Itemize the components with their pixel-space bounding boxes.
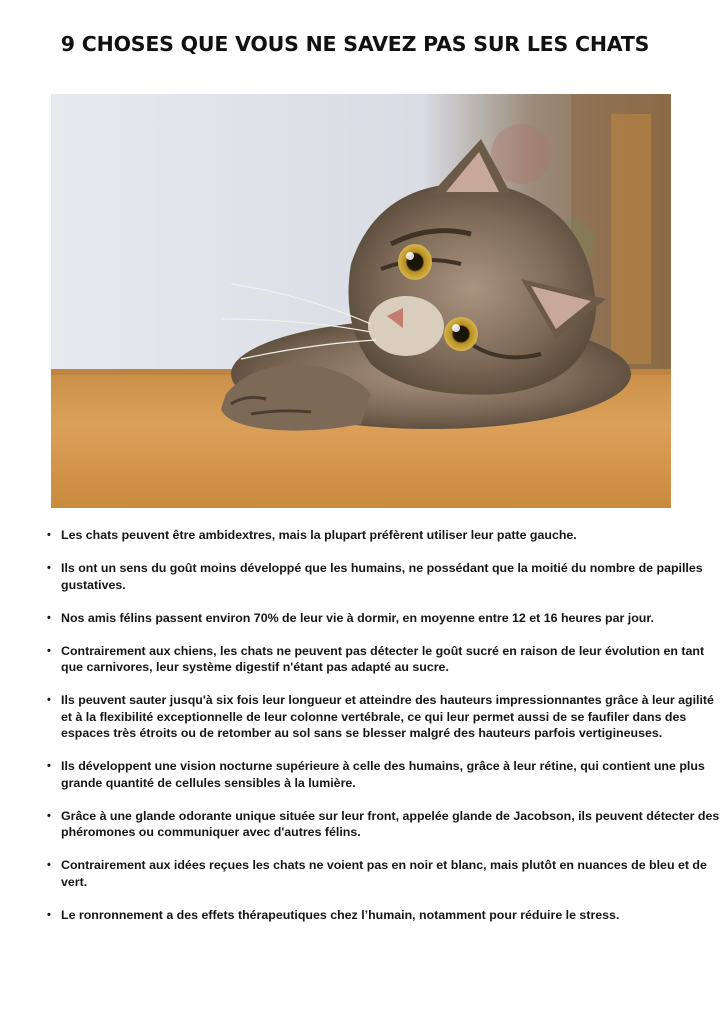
bullet-icon: • [47, 908, 51, 921]
list-item [44, 808, 720, 841]
page-title: 9 CHOSES QUE VOUS NE SAVEZ PAS SUR LES CHATS [60, 32, 650, 56]
bullet-icon: • [47, 859, 51, 871]
fact-text: Nos amis félins passent environ 70% de leur vie à dormir, en moyenne entre 12 et 16 heures par jour. [61, 610, 654, 625]
bullet-icon: • [47, 694, 51, 706]
list-item [44, 692, 720, 742]
bullet-icon: • [47, 611, 51, 624]
fact-text: Contrairement aux chiens, les chats ne peuvent pas détecter le goût sucré en raison de leur évolution en tant que carnivores, leur système digestif n'étant pas adapté au sucre. [61, 643, 705, 674]
list-item [44, 907, 720, 924]
bullet-icon: • [47, 809, 51, 822]
list-item [44, 643, 720, 676]
fact-text: Grâce à une glande odorante unique située sur leur front, appelée glande de Jacobson, ils peuvent détecter des phéromones ou communiquer avec d'autres félins. [61, 808, 720, 839]
fact-text: Ils peuvent sauter jusqu'à six fois leur longueur et atteindre des hauteurs impressionnantes grâce à leur agilité et à la flexibilité exceptionnelle de leur colonne vertébrale, ce qui leur permet aussi de se faufiler dans des espaces très étroits ou de retomber au sol sans se blesser malgré des hauteurs parfois vertigineuses. [61, 693, 714, 740]
fact-text: Le ronronnement a des effets thérapeutiques chez l’humain, notamment pour réduire le stress. [61, 907, 620, 922]
list-item [44, 857, 720, 890]
bullet-icon: • [47, 562, 51, 574]
list-item [44, 527, 720, 544]
cat-photo [51, 94, 671, 508]
fact-text: Ils développent une vision nocturne supérieure à celle des humains, grâce à leur rétine, qui contient une plus grande quantité de cellules sensibles à la lumière. [61, 759, 705, 790]
bullet-icon: • [47, 760, 51, 772]
fact-text: Contrairement aux idées reçues les chats ne voient pas en noir et blanc, mais plutôt en nuances de bleu et de vert. [61, 858, 707, 889]
list-item [44, 560, 720, 593]
bullet-icon: • [47, 529, 51, 541]
bullet-icon: • [47, 644, 51, 657]
fact-text: Ils ont un sens du goût moins développé que les humains, ne possédant que la moitié du nombre de papilles gustatives. [61, 561, 703, 592]
facts-list [44, 527, 720, 940]
list-item [44, 758, 720, 791]
list-item [44, 610, 720, 627]
fact-text: Les chats peuvent être ambidextres, mais la plupart préfèrent utiliser leur patte gauche. [61, 528, 577, 542]
